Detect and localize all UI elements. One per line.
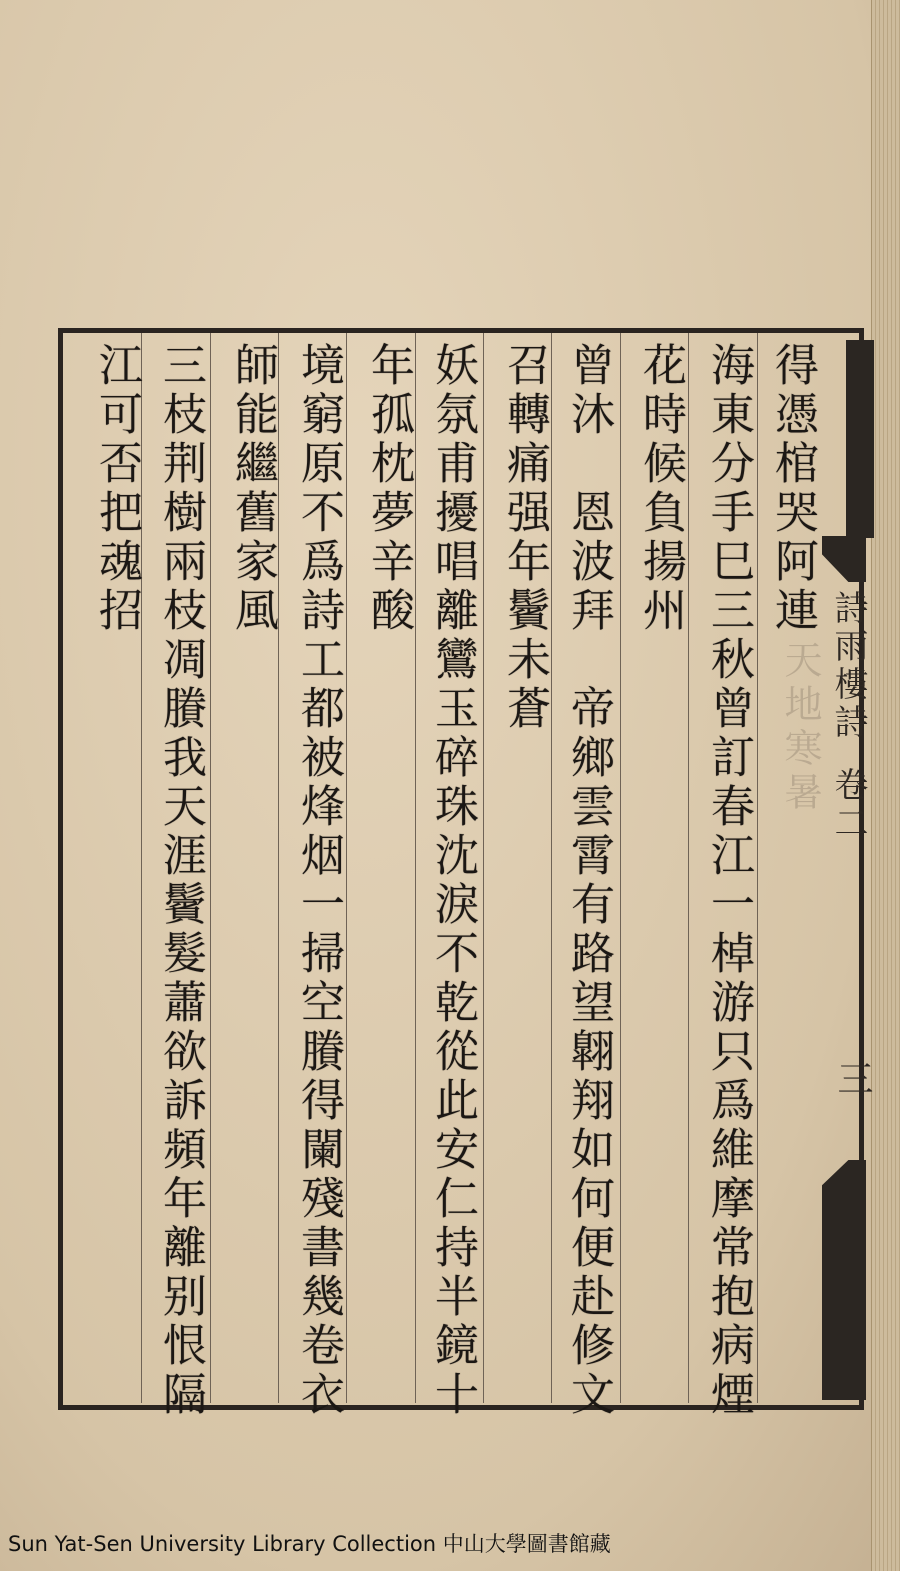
text-column: 三枝荆樹兩枝凋賸我天涯鬢髮蕭欲訴頻年離别恨隔 [155, 342, 206, 1420]
text-column: 師能繼舊家風 [227, 342, 278, 636]
volume-label: 卷二 [828, 766, 868, 843]
column-divider [210, 333, 211, 1403]
leaf-number: 三 [832, 1060, 873, 1096]
bleed-through-text: 天地寒暑 [778, 640, 822, 816]
collection-credit: Sun Yat-Sen University Library Collection 中山大學圖書館藏 [8, 1532, 611, 1556]
column-divider [483, 333, 484, 1403]
text-column: 妖氛甫擾唱離鸞玉碎珠沈淚不乾從此安仁持半鏡十 [427, 342, 478, 1420]
text-column: 海東分手巳三秋曾訂春江一棹游只爲維摩常抱病煙 [703, 342, 754, 1420]
text-column: 曾沐 恩波拜 帝鄉雲霄有路望翺翔如何便赴修文 [563, 342, 614, 1420]
column-divider [620, 333, 621, 1403]
fishtail-block-top [846, 340, 874, 538]
book-title: 詩雨樓詩 [828, 590, 868, 742]
text-column: 花時候負揚州 [635, 342, 686, 636]
text-column: 召轉痛强年鬢未蒼 [499, 342, 550, 734]
fishtail-block-bottom [822, 1200, 866, 1400]
text-column: 江可否把魂招 [91, 342, 142, 636]
text-column: 年孤枕夢辛酸 [363, 342, 414, 636]
margin-title [826, 590, 870, 843]
text-column: 得憑棺哭阿連 [767, 342, 818, 636]
text-column: 境窮原不爲詩工都被烽烟一掃空賸得闌殘書幾卷衣 [293, 342, 344, 1420]
column-divider [688, 333, 689, 1403]
column-divider [346, 333, 347, 1403]
column-divider [757, 333, 758, 1403]
page-edge-stack [871, 0, 900, 1571]
